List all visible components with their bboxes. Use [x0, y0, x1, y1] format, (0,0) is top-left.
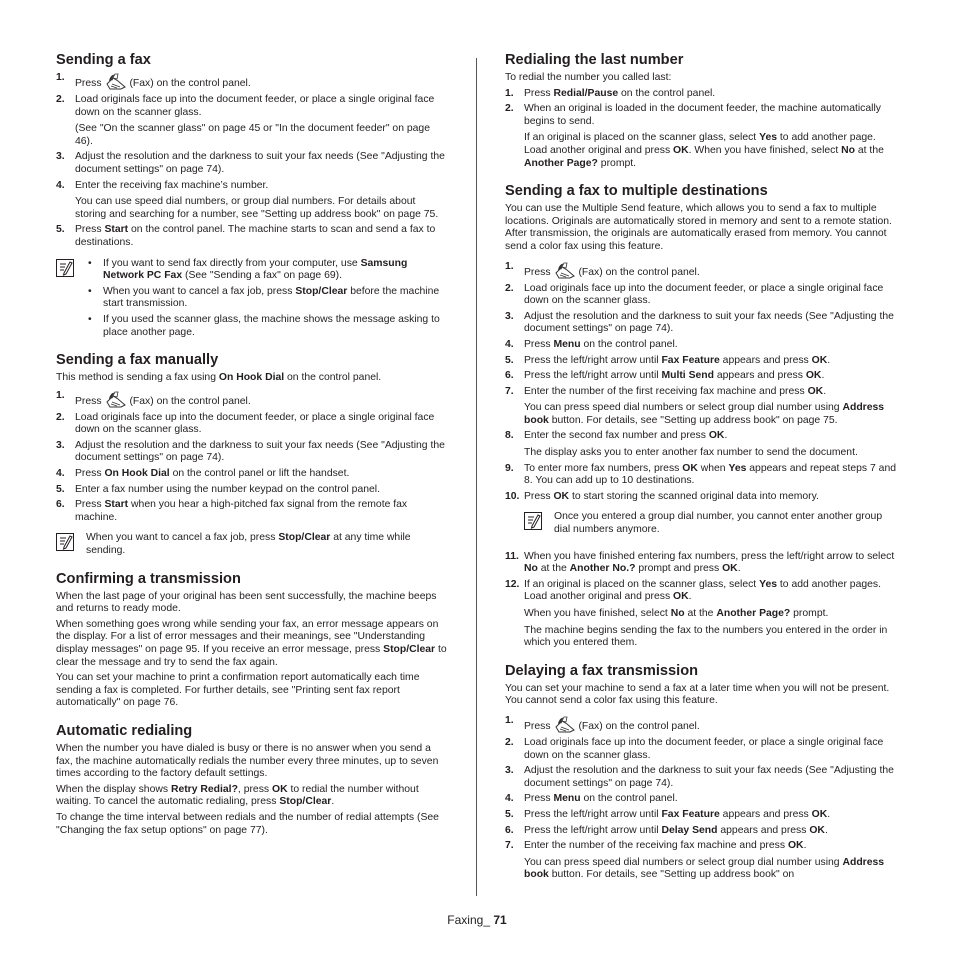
page-number: 71: [493, 913, 507, 927]
step-2: 2. Load originals face up into the document feeder, or place a single original face down on the scanner glass.: [505, 736, 884, 761]
step-1: 1. Press (Fax) on the control panel.: [56, 389, 251, 407]
fax-icon: [553, 261, 577, 280]
step-7-detail: You can press speed dial numbers or select group dial number using Address book button. For details, see "Setting up address book" on page 75.: [524, 402, 885, 426]
step-3: 3. Adjust the resolution and the darkness to suit your fax needs (See "Adjusting the document settings" on page 74).: [505, 310, 894, 335]
step-7: 7. Enter the number of the receiving fax machine and press OK. You can press speed dial numbers or select group dial number using Address book button. For details, see "Setting up address book" on: [505, 840, 897, 882]
note-item: • If you used the scanner glass, the machine shows the message asking to place another page.: [86, 314, 448, 339]
step-12-detail: When you have finished, select No at the Another Page? prompt.: [524, 608, 829, 619]
paragraph: When the last page of your original has been sent successfully, the machine beeps and returns to ready mode.: [56, 590, 437, 615]
step-2: 2. Load originals face up into the document feeder, or place a single original face down on the scanner glass.: [505, 282, 884, 307]
step-4: 4. Enter the receiving fax machine’s number. You can use speed dial numbers, or group dial numbers. For details about storing and searching for a number, see "Setting up address book" on page 75.: [56, 180, 448, 222]
step-9: 9. To enter more fax numbers, press OK when Yes appears and repeat steps 7 and 8. You can add up to 10 destinations.: [505, 462, 897, 487]
step-2: 2. When an original is loaded in the document feeder, the machine automatically begins to send. If an original is placed on the scanner glass, select Yes to add another page. Load another original and press OK. When you have finished, select No at the Another Page? prompt.: [505, 103, 897, 170]
step-3: 3. Adjust the resolution and the darkness to suit your fax needs (See "Adjusting the document settings" on page 74).: [56, 439, 445, 464]
step-4-detail: You can use speed dial numbers, or group dial numbers. For details about storing and searching for a number, see "Setting up address book" on page 75.: [75, 196, 439, 220]
section-title: Sending a fax manually: [56, 352, 219, 369]
page-footer: [0, 914, 954, 927]
step-10: 10. Press OK to start storing the scanned original data into memory.: [505, 490, 819, 502]
steps-list: [505, 88, 897, 171]
footer-label: Faxing_: [447, 913, 490, 927]
fax-icon: [104, 72, 128, 91]
note-icon: [56, 533, 74, 551]
section-title: Delaying a fax transmission: [505, 662, 699, 679]
step-11: 11. When you have finished entering fax numbers, press the left/right arrow to select No at the Another No.? prompt and press OK.: [505, 550, 895, 575]
step-2: 2. Load originals face up into the document feeder, or place a single original face down on the scanner glass. (See "On the scanner glass" on page 45 or "In the document feeder" on page 46).: [56, 94, 448, 148]
section-intro: You can set your machine to send a fax at a later time when you will not be present. You cannot send a color fax using this feature.: [505, 682, 890, 707]
section-automatic-redialing: [56, 723, 448, 837]
step-5: 5. Press the left/right arrow until Fax Feature appears and press OK.: [505, 808, 831, 820]
paragraph: When something goes wrong while sending your fax, an error message appears on the display. For a list of error messages and their meanings, see "Understanding display messages" on page 95. If you receive an error message, press Stop/Clear to clear the message and try to send the fax again.: [56, 618, 447, 668]
fax-icon: [553, 715, 577, 734]
section-title: Redialing the last number: [505, 52, 684, 68]
section-title: Automatic redialing: [56, 722, 193, 739]
note-icon: [524, 512, 542, 530]
step-5: 5. Enter a fax number using the number keypad on the control panel.: [56, 483, 380, 495]
step-3: 3. Adjust the resolution and the darkness to suit your fax needs (See "Adjusting the document settings" on page 74).: [56, 151, 445, 175]
step-7: 7. Enter the number of the first receiving fax machine and press OK. You can press speed dial numbers or select group dial number using Address book button. For details, see "Setting up address book" on page 75.: [505, 386, 897, 428]
step-1: 1. Press (Fax) on the control panel.: [505, 714, 700, 732]
step-1: 1. Press Redial/Pause on the control panel.: [505, 87, 716, 99]
note-box: When you want to cancel a fax job, press Stop/Clear at any time while sending.: [56, 532, 448, 557]
section-intro: You can use the Multiple Send feature, which allows you to send a fax to multiple locations. Originals are automatically stored in memory and sent to a remote station. After transmission, the originals are automatically erased from memory. You cannot send a color fax using this feature.: [505, 203, 892, 252]
step-3: 3. Adjust the resolution and the darkness to suit your fax needs (See "Adjusting the document settings" on page 74).: [505, 765, 894, 789]
fax-icon: [104, 390, 128, 409]
section-sending-a-fax: [56, 52, 448, 339]
step-5: 5. Press the left/right arrow until Fax Feature appears and press OK.: [505, 354, 831, 366]
section-multiple-destinations: [505, 183, 897, 650]
paragraph: You can set your machine to print a confirmation report automatically each time sending a fax is completed. For further details, see "Printing sent fax report automatically" on page 76.: [56, 672, 420, 709]
step-1: 1. Press (Fax) on the control panel.: [505, 260, 700, 278]
notes-list: [86, 258, 448, 340]
paragraph: When the number you have dialed is busy or there is no answer when you send a fax, the machine automatically redials the number every three minutes, up to seven times according to the factory default settings.: [56, 742, 439, 780]
note-box: Once you entered a group dial number, you cannot enter another group dial numbers anymore.: [524, 511, 897, 536]
step-2-detail: (See "On the scanner glass" on page 45 or "In the document feeder" on page 46).: [75, 123, 430, 147]
step-8-detail: The display asks you to enter another fax number to send the document.: [524, 447, 858, 459]
steps-list: [56, 72, 448, 250]
step-7-detail: You can press speed dial numbers or select group dial number using Address book button. For details, see "Setting up address book" on: [524, 856, 885, 881]
section-redialing-last-number: [505, 52, 897, 170]
note-box: [56, 258, 448, 340]
section-title: Confirming a transmission: [56, 570, 241, 587]
step-1: 1. Press (Fax) on the control panel.: [56, 72, 251, 89]
section-confirming-transmission: [56, 571, 448, 710]
step-6: 6. Press the left/right arrow until Delay Send appears and press OK.: [505, 824, 828, 836]
step-2-detail: If an original is placed on the scanner glass, select Yes to add another page. Load another original and press OK. When you have finished, select No at the Another Page? prompt.: [524, 132, 884, 169]
steps-list-continued: [505, 551, 897, 650]
column-divider: [476, 58, 477, 896]
step-4: 4. Press On Hook Dial on the control panel or lift the handset.: [56, 468, 350, 480]
section-title: Sending a fax to multiple destinations: [505, 183, 768, 200]
step-4: 4. Press Menu on the control panel.: [505, 793, 678, 805]
step-4: 4. Press Menu on the control panel.: [505, 338, 678, 350]
step-5: 5. Press Start on the control panel. The machine starts to scan and send a fax to destinations.: [56, 224, 436, 248]
section-title: Sending a fax: [56, 52, 151, 68]
note-item: • When you want to cancel a fax job, press Stop/Clear before the machine start transmission.: [86, 286, 448, 311]
section-delaying-transmission: [505, 663, 897, 882]
step-12: 12. If an original is placed on the scanner glass, select Yes to add another pages. Load another original and press OK. When you have finished, select No at the Another Page? prompt. The machine begins sending the fax to the numbers you entered in the order in which you entered them.: [505, 579, 897, 650]
step-2: 2. Load originals face up into the document feeder, or place a single original face down on the scanner glass.: [56, 411, 435, 436]
paragraph: When the display shows Retry Redial?, press OK to redial the number without waiting. To cancel the automatic redialing, press Stop/Clear.: [56, 783, 419, 808]
steps-list: [56, 390, 448, 525]
section-intro: This method is sending a fax using On Hook Dial on the control panel.: [56, 372, 382, 384]
paragraph: To change the time interval between redials and the number of redial attempts (See "Changing the fax setup options" on page 77).: [56, 811, 439, 836]
step-6: 6. Press Start when you hear a high-pitched fax signal from the remote fax machine.: [56, 499, 408, 523]
step-8: 8. Enter the second fax number and press OK. The display asks you to enter another fax number to send the document.: [505, 430, 897, 459]
step-6: 6. Press the left/right arrow until Multi Send appears and press OK.: [505, 370, 825, 382]
note-icon: [56, 259, 74, 277]
left-column: [56, 52, 448, 840]
right-column: [505, 52, 897, 885]
step-12-detail-2: The machine begins sending the fax to the numbers you entered in the order in which you entered them.: [524, 624, 888, 649]
steps-list: [505, 261, 897, 504]
section-sending-fax-manually: [56, 352, 448, 558]
section-intro: To redial the number you called last:: [505, 72, 672, 83]
note-item: • If you want to send fax directly from your computer, use Samsung Network PC Fax (See "Sending a fax" on page 69).: [86, 258, 448, 283]
steps-list: [505, 715, 897, 882]
